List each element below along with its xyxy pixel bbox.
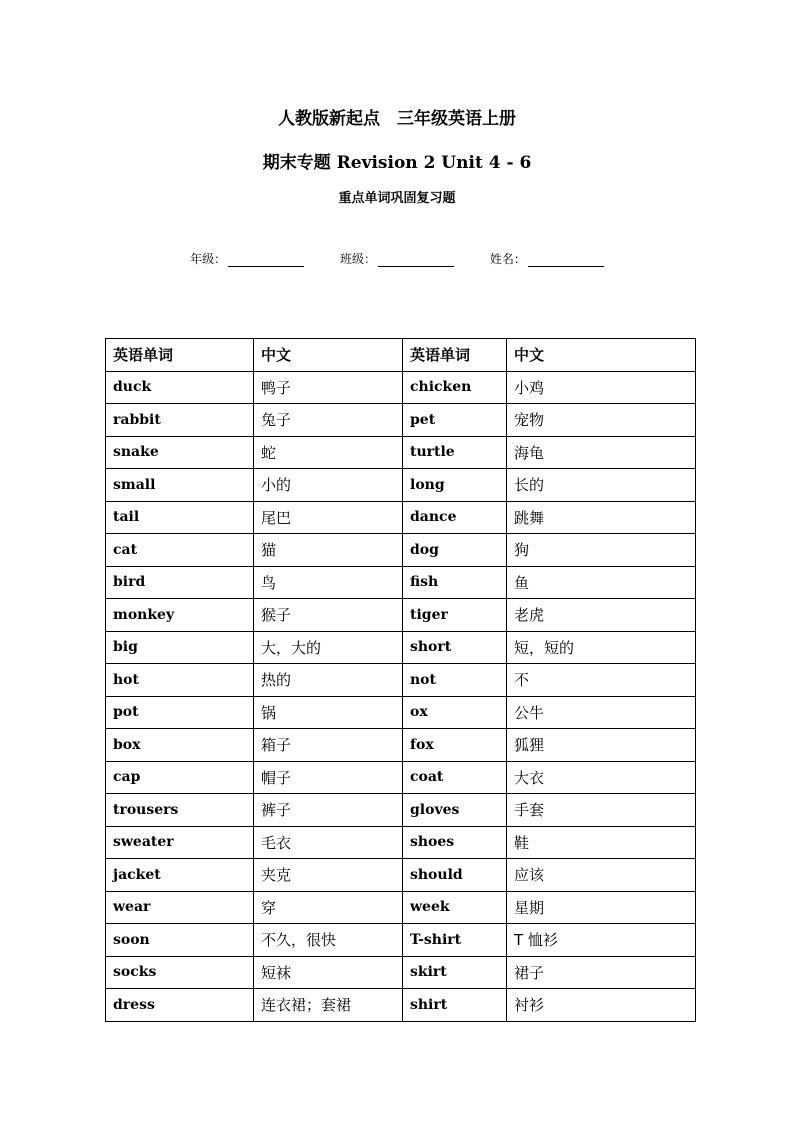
english-word-cell: shirt (403, 989, 507, 1022)
table-row (106, 566, 696, 599)
chinese-meaning-cell: 鞋 (507, 826, 696, 859)
header-cell-chinese-1: 中文 (254, 339, 403, 372)
english-word-cell: pot (106, 696, 254, 729)
chinese-meaning-cell: 兔子 (254, 404, 403, 437)
table-header-row (106, 339, 696, 372)
english-word-cell: hot (106, 664, 254, 697)
english-word-cell: dress (106, 989, 254, 1022)
chinese-meaning-cell: 热的 (254, 664, 403, 697)
english-word-cell: box (106, 729, 254, 762)
chinese-meaning-cell: 狐狸 (507, 729, 696, 762)
english-word-cell: coat (403, 761, 507, 794)
chinese-meaning-cell: 裙子 (507, 956, 696, 989)
table-row (106, 664, 696, 697)
chinese-meaning-cell: 穿 (254, 891, 403, 924)
table-row (106, 729, 696, 762)
english-word-cell: long (403, 469, 507, 502)
chinese-meaning-cell: 尾巴 (254, 501, 403, 534)
table-row (106, 956, 696, 989)
english-word-cell: jacket (106, 859, 254, 892)
chinese-meaning-cell: 蛇 (254, 436, 403, 469)
chinese-meaning-cell: 锅 (254, 696, 403, 729)
english-word-cell: short (403, 631, 507, 664)
chinese-meaning-cell: 狗 (507, 534, 696, 567)
grade-blank[interactable] (228, 252, 304, 267)
table-row (106, 371, 696, 404)
header-cell-chinese-2: 中文 (507, 339, 696, 372)
english-word-cell: cat (106, 534, 254, 567)
chinese-meaning-cell: T 恤衫 (507, 924, 696, 957)
table-row (106, 891, 696, 924)
table-row (106, 404, 696, 437)
student-info-fields (0, 250, 794, 267)
chinese-meaning-cell: 不 (507, 664, 696, 697)
page-title: 人教版新起点 三年级英语上册 (278, 109, 516, 129)
chinese-meaning-cell: 宠物 (507, 404, 696, 437)
english-word-cell: duck (106, 371, 254, 404)
chinese-meaning-cell: 猴子 (254, 599, 403, 632)
grade-field (190, 250, 304, 267)
chinese-meaning-cell: 鸭子 (254, 371, 403, 404)
table-row (106, 599, 696, 632)
chinese-meaning-cell: 星期 (507, 891, 696, 924)
chinese-meaning-cell: 短，短的 (507, 631, 696, 664)
name-field (490, 250, 604, 267)
header-cell-english-1: 英语单词 (106, 339, 254, 372)
english-word-cell: fox (403, 729, 507, 762)
english-word-cell: skirt (403, 956, 507, 989)
chinese-meaning-cell: 老虎 (507, 599, 696, 632)
class-label: 班级： (339, 252, 376, 266)
class-blank[interactable] (378, 252, 454, 267)
table-row (106, 989, 696, 1022)
chinese-meaning-cell: 鸟 (254, 566, 403, 599)
chinese-meaning-cell: 手套 (507, 794, 696, 827)
english-word-cell: big (106, 631, 254, 664)
chinese-meaning-cell: 海龟 (507, 436, 696, 469)
english-word-cell: should (403, 859, 507, 892)
header-cell-english-2: 英语单词 (403, 339, 507, 372)
chinese-meaning-cell: 帽子 (254, 761, 403, 794)
english-word-cell: shoes (403, 826, 507, 859)
table-row (106, 859, 696, 892)
chinese-meaning-cell: 夹克 (254, 859, 403, 892)
english-word-cell: week (403, 891, 507, 924)
section-title: 重点单词巩固复习题 (338, 191, 456, 206)
table-row (106, 794, 696, 827)
english-word-cell: socks (106, 956, 254, 989)
english-word-cell: cap (106, 761, 254, 794)
grade-label: 年级： (190, 252, 227, 266)
english-word-cell: fish (403, 566, 507, 599)
vocabulary-table-body (106, 339, 696, 1022)
name-label: 姓名： (489, 252, 526, 266)
table-row (106, 761, 696, 794)
english-word-cell: not (403, 664, 507, 697)
english-word-cell: dog (403, 534, 507, 567)
table-row (106, 436, 696, 469)
english-word-cell: tiger (403, 599, 507, 632)
english-word-cell: wear (106, 891, 254, 924)
table-row (106, 501, 696, 534)
english-word-cell: T-shirt (403, 924, 507, 957)
table-row (106, 631, 696, 664)
chinese-meaning-cell: 大衣 (507, 761, 696, 794)
chinese-meaning-cell: 长的 (507, 469, 696, 502)
chinese-meaning-cell: 衬衫 (507, 989, 696, 1022)
chinese-meaning-cell: 公牛 (507, 696, 696, 729)
english-word-cell: rabbit (106, 404, 254, 437)
chinese-meaning-cell: 鱼 (507, 566, 696, 599)
english-word-cell: bird (106, 566, 254, 599)
page-subtitle: 期末专题 Revision 2 Unit 4 - 6 (262, 153, 532, 173)
table-row (106, 696, 696, 729)
chinese-meaning-cell: 小鸡 (507, 371, 696, 404)
table-row (106, 924, 696, 957)
english-word-cell: sweater (106, 826, 254, 859)
english-word-cell: pet (403, 404, 507, 437)
chinese-meaning-cell: 大，大的 (254, 631, 403, 664)
chinese-meaning-cell: 小的 (254, 469, 403, 502)
english-word-cell: dance (403, 501, 507, 534)
english-word-cell: snake (106, 436, 254, 469)
chinese-meaning-cell: 箱子 (254, 729, 403, 762)
english-word-cell: small (106, 469, 254, 502)
name-blank[interactable] (528, 252, 604, 267)
table-row (106, 534, 696, 567)
chinese-meaning-cell: 连衣裙；套裙 (254, 989, 403, 1022)
english-word-cell: chicken (403, 371, 507, 404)
chinese-meaning-cell: 应该 (507, 859, 696, 892)
table-row (106, 826, 696, 859)
chinese-meaning-cell: 猫 (254, 534, 403, 567)
chinese-meaning-cell: 不久，很快 (254, 924, 403, 957)
chinese-meaning-cell: 裤子 (254, 794, 403, 827)
table-row (106, 469, 696, 502)
english-word-cell: trousers (106, 794, 254, 827)
vocabulary-table (105, 338, 696, 1022)
class-field (340, 250, 454, 267)
chinese-meaning-cell: 毛衣 (254, 826, 403, 859)
english-word-cell: turtle (403, 436, 507, 469)
chinese-meaning-cell: 跳舞 (507, 501, 696, 534)
english-word-cell: monkey (106, 599, 254, 632)
english-word-cell: soon (106, 924, 254, 957)
english-word-cell: tail (106, 501, 254, 534)
english-word-cell: ox (403, 696, 507, 729)
english-word-cell: gloves (403, 794, 507, 827)
chinese-meaning-cell: 短袜 (254, 956, 403, 989)
